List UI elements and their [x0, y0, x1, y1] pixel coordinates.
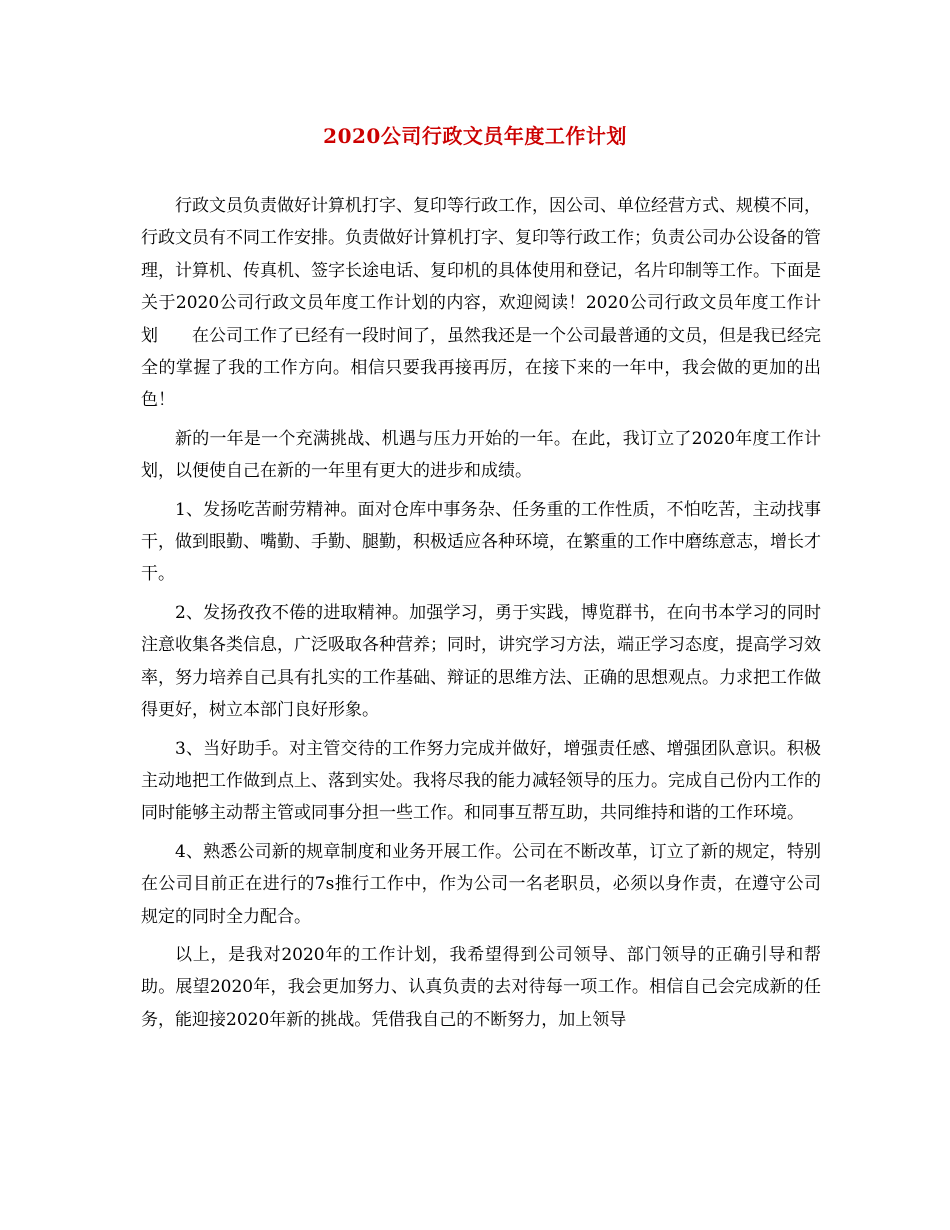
paragraph-conclusion: 以上，是我对2020年的工作计划，我希望得到公司领导、部门领导的正确引导和帮助。展望2020年，我会更加努力、认真负责的去对待每一项工作。相信自己会完成新的任务，能迎接2020年新的挑战。凭借我自己的不断努力，加上领导	[141, 944, 821, 1030]
document-title: 2020公司行政文员年度工作计划	[323, 124, 627, 148]
paragraph-item-2: 2、发扬孜孜不倦的进取精神。加强学习，勇于实践，博览群书，在向书本学习的同时注意收集各类信息，广泛吸取各种营养；同时，讲究学习方法，端正学习态度，提高学习效率，努力培养自己具有扎实的工作基础、辩证的思维方法、正确的思想观点。力求把工作做得更好，树立本部门良好形象。	[141, 602, 821, 721]
paragraph-item-4: 4、熟悉公司新的规章制度和业务开展工作。公司在不断改革，订立了新的规定，特别在公司目前正在进行的7s推行工作中，作为公司一名老职员，必须以身作责，在遵守公司规定的同时全力配合。	[141, 841, 821, 927]
paragraph-item-1: 1、发扬吃苦耐劳精神。面对仓库中事务杂、任务重的工作性质，不怕吃苦，主动找事干，做到眼勤、嘴勤、手勤、腿勤，积极适应各种环境，在繁重的工作中磨练意志，增长才干。	[141, 499, 821, 585]
document-body	[141, 190, 821, 1042]
paragraph-new-year: 新的一年是一个充满挑战、机遇与压力开始的一年。在此，我订立了2020年度工作计划，以便使自己在新的一年里有更大的进步和成绩。	[141, 428, 821, 482]
paragraph-intro: 行政文员负责做好计算机打字、复印等行政工作，因公司、单位经营方式、规模不同，行政文员有不同工作安排。负责做好计算机打字、复印等行政工作；负责公司办公设备的管理，计算机、传真机、签字长途电话、复印机的具体使用和登记，名片印制等工作。下面是关于2020公司行政文员年度工作计划的内容，欢迎阅读！2020公司行政文员年度工作计划 在公司工作了已经有一段时间了，虽然我还是一个公司最普通的文员，但是我已经完全的掌握了我的工作方向。相信只要我再接再厉，在接下来的一年中，我会做的更加的出色！	[141, 196, 821, 411]
paragraph-item-3: 3、当好助手。对主管交待的工作努力完成并做好，增强责任感、增强团队意识。积极主动地把工作做到点上、落到实处。我将尽我的能力减轻领导的压力。完成自己份内工作的同时能够主动帮主管或同事分担一些工作。和同事互帮互助，共同维持和谐的工作环境。	[141, 738, 821, 824]
